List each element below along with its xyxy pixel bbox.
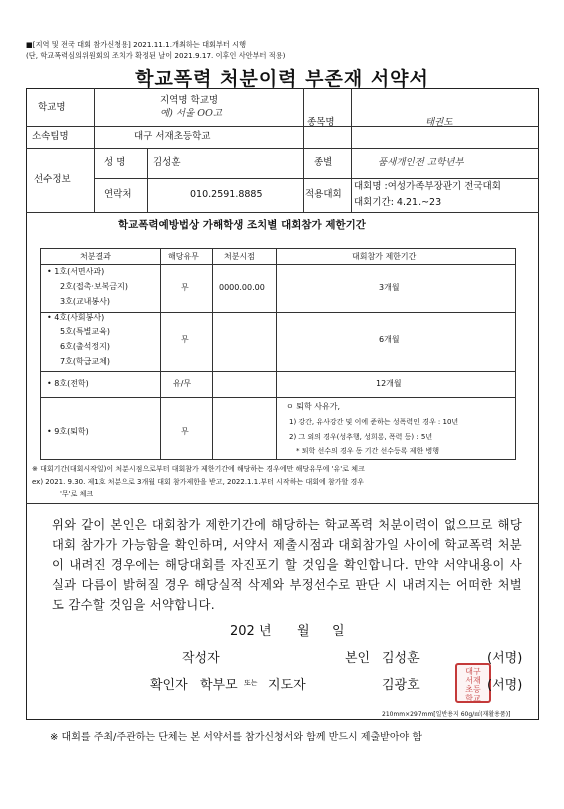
notice-line-2: (단, 학교폭력심의위원회의 조치가 확정된 날이 2021.9.17. 이후인 사안부터 적용) <box>26 51 286 60</box>
school-value: 예) 서울 OO고 <box>160 108 223 119</box>
row2-result-1: • 4호(사회봉사) <box>47 313 105 322</box>
row4-result-1: • 9호(퇴학) <box>47 427 89 436</box>
row2-result-3: 6호(출석정지) <box>60 342 110 351</box>
row1-result-2: 2호(접촉·보복금지) <box>60 282 128 291</box>
row3-limit: 12개월 <box>376 379 402 388</box>
or-label: 또는 <box>244 679 258 687</box>
row2-result-2: 5호(특별교육) <box>60 327 110 336</box>
row4-limit-3: 2) 그 외의 경우(성추행, 성희롱, 폭력 등) : 5년 <box>289 433 433 441</box>
paper-size: 210mm×297mm[일반용지 60g/㎡(재활용품)] <box>382 711 511 718</box>
self-name: 김성훈 <box>382 651 420 666</box>
row4-limit-4: * 퇴학 선수의 경우 동 기간 선수등록 제한 병행 <box>296 447 440 455</box>
row2-has: 무 <box>181 335 189 344</box>
restriction-table <box>40 248 516 460</box>
sport-value: 태권도 <box>425 117 453 128</box>
team-label: 소속팀명 <box>32 131 69 142</box>
event-label: 종별 <box>314 157 333 168</box>
row3-result-1: • 8호(전학) <box>47 379 89 388</box>
school-hint: 지역명 학교명 <box>160 95 219 106</box>
event-value: 품새개인전 고학년부 <box>378 157 464 168</box>
coach-name: 김광호 <box>382 678 420 693</box>
row1-date: 0000.00.00 <box>219 283 265 292</box>
col-header-limit: 대회참가 제한기간 <box>352 252 417 261</box>
row1-result-3: 3호(교내봉사) <box>60 297 110 306</box>
row4-limit-2: 1) 강간, 유사강간 및 이에 준하는 성폭력인 경우 : 10년 <box>289 418 459 426</box>
col-header-result: 처분결과 <box>80 252 111 261</box>
writer-label: 작성자 <box>182 651 220 666</box>
date-year: 202 년 <box>230 624 272 639</box>
row1-has: 무 <box>181 283 189 292</box>
notice-line-1: ■[지역 및 전국 대회 참가신청용] 2021.11.1.개최하는 대회부터 시행 <box>26 40 247 49</box>
row1-result-1: • 1호(서면사과) <box>47 267 105 276</box>
player-info-label: 선수정보 <box>34 174 71 185</box>
date-month: 월 <box>297 624 310 639</box>
apply-name: 대회명 :여성가족부장관기 전국대회 <box>354 181 501 192</box>
confirm-label: 확인자 <box>150 678 188 693</box>
parent-label: 학부모 <box>200 678 238 693</box>
row1-limit: 3개월 <box>379 283 400 292</box>
col-header-has: 해당유무 <box>168 252 199 261</box>
name-label: 성 명 <box>104 157 126 168</box>
contact-value: 010.2591.8885 <box>190 189 263 200</box>
section-title: 학교폭력예방법상 가해학생 조치별 대회참가 제한기간 <box>118 219 366 231</box>
apply-label: 적용대회 <box>305 189 342 200</box>
pledge-text: 위와 같이 본인은 대회참가 제한기간에 해당하는 학교폭력 처분이력이 없으므로 해당 대회 참가가 가능함을 확인하며, 서약서 제출시점과 대회참가일 사이에 학교폭력 처분이 내려진 경우에는 해당대회를 자진포기 할 것임을 확인합니다. 만약 서약내용이 사실과 다름이 밝혀질 경우 해당실적 삭제와 부정선수로 판단 시 내려지는 어떠한 처벌도 감수할 것임을 서약합니다. <box>52 518 522 612</box>
sport-label: 종목명 <box>307 117 335 128</box>
date-day: 일 <box>332 624 345 639</box>
row2-result-4: 7호(학급교체) <box>60 357 110 366</box>
note-3: '무'로 체크 <box>60 490 94 498</box>
row3-has: 유/무 <box>173 379 192 388</box>
row4-has: 무 <box>181 427 189 436</box>
page-title: 학교폭력 처분이력 부존재 서약서 <box>135 68 429 90</box>
col-header-date: 처분시점 <box>224 252 255 261</box>
note-1: ※ 대회기간(대회시작일)이 처분시점으로부터 대회참가 제한기간에 해당하는 경우에만 해당유무에 '유'로 체크 <box>32 465 365 473</box>
footer-note: ※ 대회를 주최/주관하는 단체는 본 서약서를 참가신청서와 함께 반드시 제출받아야 함 <box>50 732 422 743</box>
team-value: 대구 서재초등학교 <box>134 131 211 142</box>
seal-stamp: 대구 서재 초등 학교 <box>455 663 491 703</box>
signature-mark-1: (서명) <box>487 651 523 666</box>
school-label: 학교명 <box>38 102 66 113</box>
signature-mark-2: (서명) <box>487 678 523 693</box>
contact-label: 연락처 <box>104 189 132 200</box>
row4-limit-1: ㅇ 퇴학 사유가, <box>286 402 340 411</box>
name-value: 김성훈 <box>153 157 181 168</box>
row2-limit: 6개월 <box>379 335 400 344</box>
self-label: 본인 <box>345 651 371 666</box>
coach-label: 지도자 <box>268 678 306 693</box>
note-2: ex) 2021. 9.30. 제1호 처분으로 3개월 대회 참가제한을 받고, 2022.1.1.부터 시작하는 대회에 참가할 경우 <box>32 478 364 486</box>
apply-period: 대회기간: 4.21.~23 <box>354 197 442 208</box>
